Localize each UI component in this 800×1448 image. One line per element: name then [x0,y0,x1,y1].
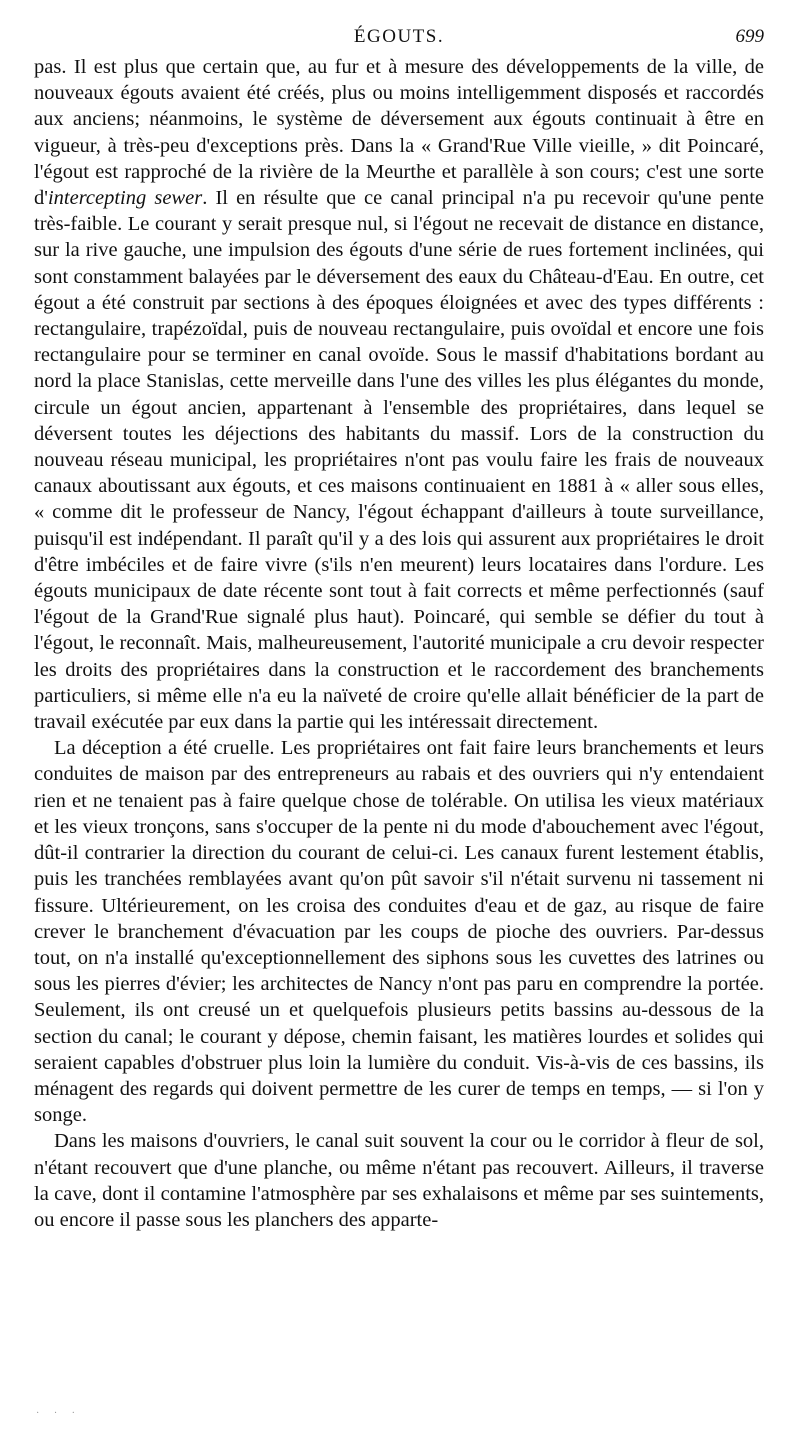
running-header [34,20,764,54]
page-number: 699 [735,26,764,47]
paragraph-2: La déception a été cruelle. Les propriétaires ont fait faire leurs branchements et leurs conduites de maison par des entrepreneurs au rabais et des ouvriers qui n'y entendaient rien et ne tenaient pas à faire quelque chose de tolérable. On utilisa les vieux matériaux et les vieux tronçons, sans s'occuper de la pente ni du mode d'abouchement avec l'égout, dût-il contrarier la direction du courant de celui-ci. Les canaux furent lestement établis, puis les tranchées remblayées avant qu'on pût savoir s'il n'était survenu ni tassement ni fissure. Ultérieurement, on les croisa des conduites d'eau et de gaz, au risque de faire crever le branchement d'évacuation par les coups de pioche des ouvriers. Par-dessus tout, on n'a installé qu'exceptionnellement des siphons sous les cuvettes des latrines ou sous les pierres d'évier; les architectes de Nancy n'ont pas paru en comprendre la portée. Seulement, ils ont creusé un et quelquefois plusieurs petits bassins au-dessous de la section du canal; le courant y dépose, chemin faisant, les matières lourdes et solides qui seraient capables d'obstruer plus loin la lumière du conduit. Vis-à-vis de ces bassins, ils ménagent des regards qui doivent permettre de les curer de temps en temps, — si l'on y songe. [34,737,764,1127]
scan-artifact-marks: · · · [36,1408,81,1419]
paragraph-1 [34,54,764,735]
paragraph-3: Dans les maisons d'ouvriers, le canal suit souvent la cour ou le corridor à fleur de sol, n'étant recouvert que d'une planche, ou même n'étant pas recouvert. Ailleurs, il traverse la cave, dont il contamine l'atmosphère par ses exhalaisons et même par ses suintements, ou encore il passe sous les planchers des apparte- [34,1130,764,1231]
paragraph-1-text-a: pas. Il est plus que certain que, au fur et à mesure des développements de la ville, de nouveaux égouts avaient été créés, plus ou moins intelligemment disposés et raccordés aux anciens; néanmoins, le système de déversement aux égouts continuait à être en vigueur, à très-peu d'exceptions près. Dans la « Grand'Rue Ville vieille, » dit Poincaré, l'égout est rapproché de la rivière de la Meurthe et parallèle à son cours; c'est une sorte d' [34,56,764,210]
paragraph-1-text-b: . Il en résulte que ce canal principal n'a pu recevoir qu'une pente très-faible. Le courant y serait presque nul, si l'égout ne recevait de distance en distance, sur la rive gauche, une impulsion des égouts d'une série de rues fortement inclinées, qui sont constamment balayées par le déversement des eaux du Château-d'Eau. En outre, cet égout a été construit par sections à des époques éloignées et avec des types différents : rectangulaire, trapézoïdal, puis de nouveau rectangulaire, puis ovoïdal et encore une fois rectangulaire pour se terminer en canal ovoïde. Sous le massif d'habitations bordant au nord la place Stanislas, cette merveille dans l'une des villes les plus élégantes du monde, circule un égout ancien, appartenant à l'ensemble des propriétaires, dans lequel se déversent toutes les déjections des habitants du massif. Lors de la construction du nouveau réseau municipal, les propriétaires n'ont pas voulu faire les frais de nouveaux canaux aboutissant aux égouts, et ces maisons continuaient en 1881 à « aller sous elles, « comme dit le professeur de Nancy, l'égout échappant d'ailleurs à toute surveillance, puisqu'il est indépendant. Il paraît qu'il y a des lois qui assurent aux propriétaires le droit d'être imbéciles et de faire vivre (s'ils n'en meurent) leurs locataires dans l'ordure. Les égouts municipaux de date récente sont tout à fait corrects et même perfectionnés (sauf l'égout de la Grand'Rue signalé plus haut). Poincaré, qui semble se défier du tout à l'égout, le reconnaît. Mais, malheureusement, l'autorité municipale a cru devoir respecter les droits des propriétaires dans la construction et le raccordement des branchements particuliers, si même elle n'a eu la naïveté de croire qu'elle allait bénéficier de la part de travail exécutée par eux dans la partie qui les intéressait directement. [34,187,765,734]
running-title: ÉGOUTS. [353,26,445,47]
body-text [34,54,764,1233]
italic-term: intercepting sewer [47,187,203,210]
